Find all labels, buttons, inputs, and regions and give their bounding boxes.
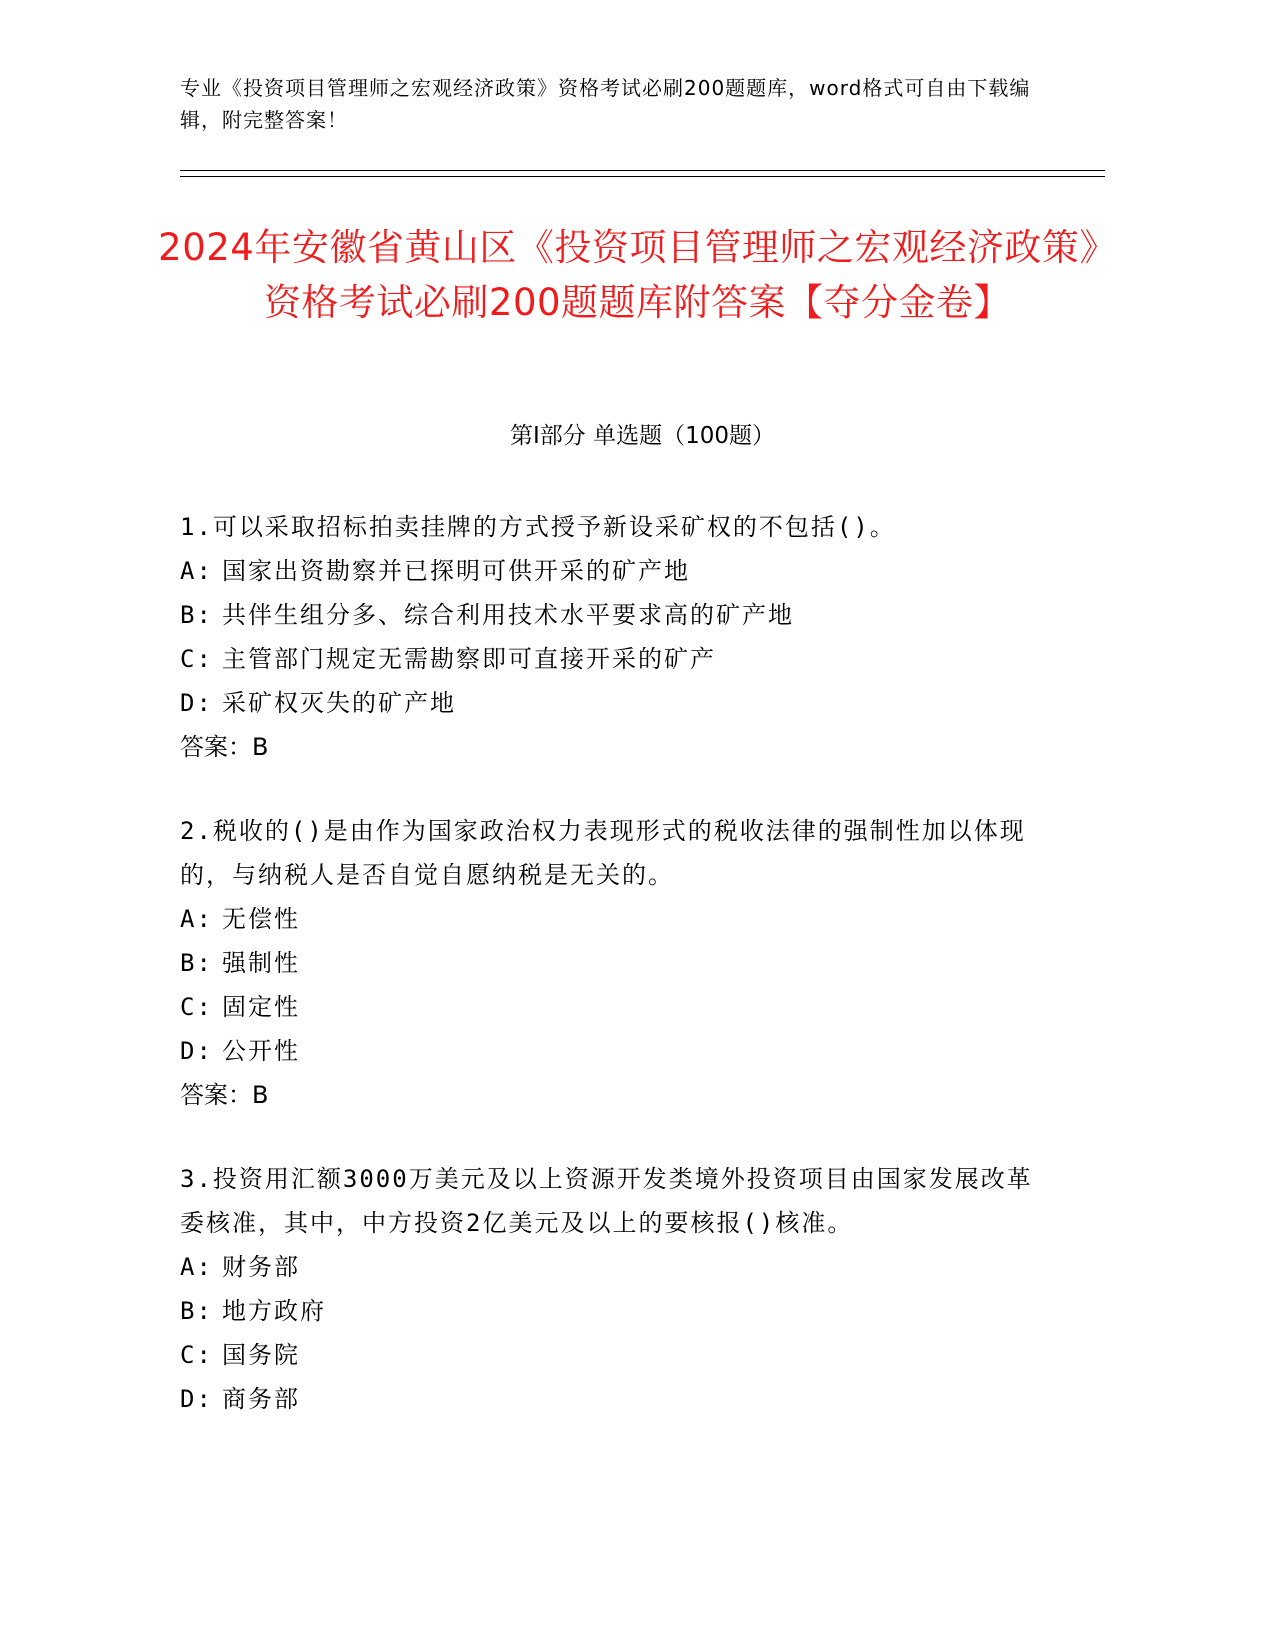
question-stem: 1.可以采取招标拍卖挂牌的方式授予新设采矿权的不包括()。 [180,513,896,541]
option-text: 主管部门规定无需勘察即可直接开采的矿产 [222,645,716,673]
option-text: 商务部 [222,1385,300,1413]
option-d [180,1377,1040,1421]
option-b [180,593,1040,637]
option-key: B: [180,949,213,977]
header-rule-bottom [180,176,1105,177]
option-key: A: [180,557,213,585]
option-key: D: [180,1385,213,1413]
option-text: 财务部 [222,1253,300,1281]
option-key: B: [180,1297,213,1325]
option-text: 固定性 [222,993,300,1021]
option-a [180,1245,1040,1289]
option-key: C: [180,993,213,1021]
answer-line: 答案：B [180,1081,269,1109]
option-b [180,941,1040,985]
option-key: A: [180,905,213,933]
option-a [180,549,1040,593]
question-2 [180,809,1040,1117]
option-text: 无偿性 [222,905,300,933]
option-key: C: [180,1341,213,1369]
option-d [180,1029,1040,1073]
question-list [180,505,1040,1461]
header-note: 专业《投资项目管理师之宏观经济政策》资格考试必刷200题题库，word格式可自由下载编辑，附完整答案！ [180,76,1031,132]
option-text: 公开性 [222,1037,300,1065]
question-1 [180,505,1040,769]
option-c [180,637,1040,681]
option-c [180,1333,1040,1377]
document-title: 2024年安徽省黄山区《投资项目管理师之宏观经济政策》资格考试必刷200题题库附答案【夺分金卷】 [158,226,1117,324]
question-stem: 3.投资用汇额3000万美元及以上资源开发类境外投资项目由国家发展改革委核准，其中，中方投资2亿美元及以上的要核报()核准。 [180,1165,1033,1237]
option-key: D: [180,1037,213,1065]
option-key: D: [180,689,213,717]
answer-line: 答案：B [180,733,269,761]
section-heading: 第I部分 单选题（100题） [510,423,775,449]
header-rule-top [180,170,1105,171]
option-a [180,897,1040,941]
option-b [180,1289,1040,1333]
option-text: 采矿权灭失的矿产地 [222,689,456,717]
option-key: A: [180,1253,213,1281]
option-key: B: [180,601,213,629]
option-d [180,681,1040,725]
option-text: 地方政府 [222,1297,326,1325]
option-text: 强制性 [222,949,300,977]
option-key: C: [180,645,213,673]
option-text: 国家出资勘察并已探明可供开采的矿产地 [222,557,690,585]
option-text: 国务院 [222,1341,300,1369]
option-text: 共伴生组分多、综合利用技术水平要求高的矿产地 [222,601,794,629]
question-stem: 2.税收的()是由作为国家政治权力表现形式的税收法律的强制性加以体现的，与纳税人是否自觉自愿纳税是无关的。 [180,817,1026,889]
question-3 [180,1157,1040,1421]
option-c [180,985,1040,1029]
